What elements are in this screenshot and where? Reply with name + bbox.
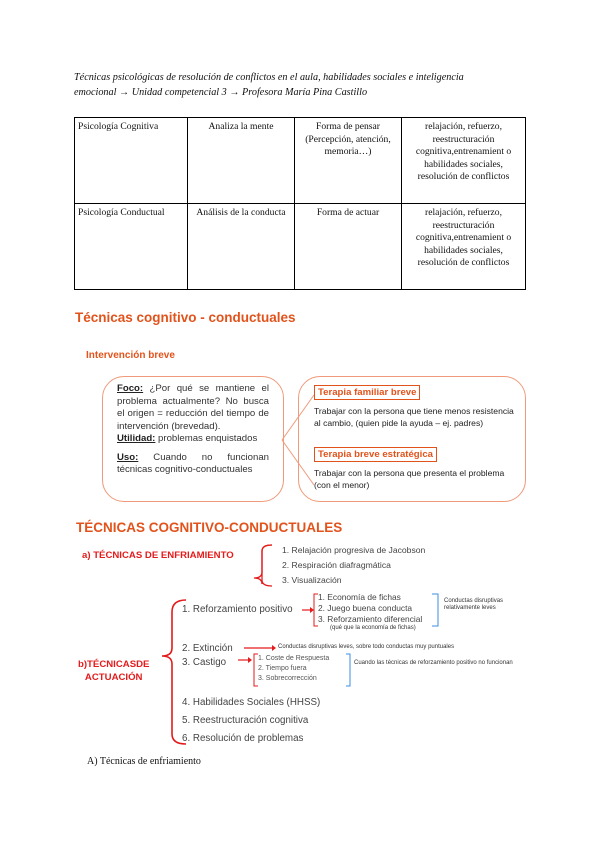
actuacion-label: [78, 658, 149, 684]
enfriamiento-list: [282, 543, 425, 588]
section1-title: Técnicas cognitivo - conductuales: [75, 310, 296, 325]
table-cell: Forma de pensar (Percepción, atención, memoria…): [295, 118, 402, 204]
table-cell: relajación, refuerzo, reestructuración cognitiva,entrenamient o habilidades sociales, resolución de conflictos: [402, 118, 526, 204]
list-item: 2. Tiempo fuera: [258, 665, 307, 672]
item-hhss: 4. Habilidades Sociales (HHSS): [182, 697, 321, 708]
list-note: (qué que la economía de fichas): [330, 625, 416, 631]
list-item: 1. Coste de Respuesta: [258, 655, 330, 662]
extincion-note: Conductas disruptivas leves, sobre todo conductas muy puntuales: [278, 644, 455, 650]
list-item: 1. Relajación progresiva de Jacobson: [282, 545, 426, 555]
actuacion-label-2: ACTUACIÓN: [84, 672, 143, 683]
section1-subtitle: Intervención breve: [86, 350, 175, 361]
terapia2-title: Terapia breve estratégica: [314, 447, 437, 462]
terapia1-title: Terapia familiar breve: [314, 385, 420, 400]
footer-heading: A) Técnicas de enfriamiento: [87, 756, 201, 767]
foco-text: ¿Por qué se mantiene el problema actualmente? No busca el origen = reducción del tiempo de intervención (brevedad).: [117, 383, 269, 432]
list-item: 3. Sobrecorrección: [258, 675, 317, 682]
item-castigo: 3. Castigo: [182, 657, 227, 668]
item-reforzamiento: 1. Reforzamiento positivo: [182, 604, 293, 615]
item-extincion: 2. Extinción: [182, 643, 233, 654]
table-cell: Analiza la mente: [188, 118, 295, 204]
section2-title: TÉCNICAS COGNITIVO-CONDUCTUALES: [76, 520, 343, 535]
item-resolucion: 6. Resolución de problemas: [182, 733, 304, 744]
table-cell: Análisis de la conducta: [188, 204, 295, 290]
list-item: 2. Respiración diafragmática: [282, 560, 391, 570]
uso-label: Uso:: [117, 451, 139, 463]
header-line-1: Técnicas psicológicas de resolución de conflictos en el aula, habilidades sociales e inteligencia: [74, 72, 464, 83]
list-item: 3. Reforzamiento diferencial: [318, 614, 423, 624]
actuacion-label-1: b)TÉCNICASDE: [78, 659, 150, 670]
utilidad-label: Utilidad:: [117, 433, 156, 444]
reforzamiento-note: Conductas disruptivas relativamente leves: [444, 598, 504, 611]
reforzamiento-sublist: [318, 592, 422, 632]
list-item: 1. Economía de fichas: [318, 592, 401, 602]
enfriamiento-label: a) TÉCNICAS DE ENFRIAMIENTO: [82, 550, 234, 561]
header-line-2: emocional → Unidad competencial 3 → Profesora María Pina Castillo: [74, 87, 368, 98]
foco-label: Foco:: [117, 383, 144, 394]
table-cell: Forma de actuar: [295, 204, 402, 290]
table-cell: Psicología Cognitiva: [75, 118, 188, 204]
castigo-note: Cuando las técnicas de reforzamiento positivo no funcionan: [354, 660, 513, 666]
uso-text: Cuando no funcionan técnicas cognitivo-conductuales: [117, 451, 270, 475]
list-item: 2. Juego buena conducta: [318, 603, 413, 613]
list-item: 3. Visualización: [282, 575, 342, 585]
castigo-sublist: [258, 654, 329, 684]
table-cell: Psicología Conductual: [75, 204, 188, 290]
item-reestructuracion: 5. Reestructuración cognitiva: [182, 715, 309, 726]
table-cell: relajación, refuerzo, reestructuración cognitiva,entrenamient o habilidades sociales, resolución de conflictos: [402, 204, 526, 290]
terapia2-text: Trabajar con la persona que presenta el problema (con el menor): [314, 468, 505, 490]
terapia1-text: Trabajar con la persona que tiene menos resistencia al cambio, (quien pide la ayuda – ej. padres): [314, 406, 514, 428]
utilidad-text: problemas enquistados: [158, 433, 258, 444]
